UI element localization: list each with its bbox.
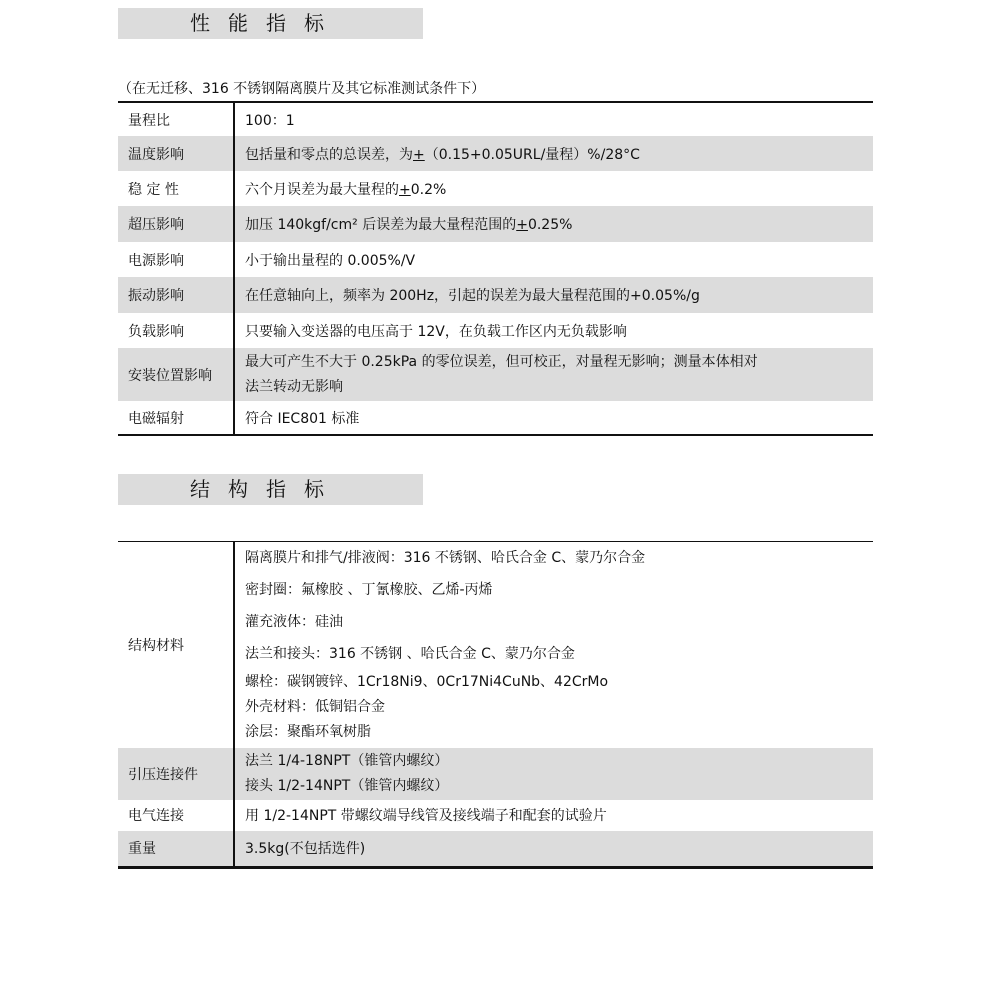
list-item: 接头 1/2-14NPT（锥管内螺纹） <box>245 777 449 794</box>
list-item: 密封圈：氟橡胶 、丁氰橡胶、乙烯-丙烯 <box>245 582 493 598</box>
row-value: 包括量和零点的总误差，为+（0.15+0.05URL/量程）%/28°C <box>234 136 873 171</box>
table-row <box>118 242 873 277</box>
row-value: 加压 140kgf/cm² 后误差为最大量程范围的+0.25% <box>234 206 873 242</box>
list-item: 灌充液体：硅油 <box>245 614 343 630</box>
table-row <box>118 831 873 868</box>
table-row <box>118 542 873 748</box>
table-row <box>118 348 873 401</box>
row-label: 负载影响 <box>118 313 234 348</box>
row-label: 电气连接 <box>118 800 234 831</box>
row-label: 引压连接件 <box>118 748 234 800</box>
performance-table <box>118 101 873 436</box>
list-item: 外壳材料：低铜铝合金 <box>245 699 385 715</box>
materials-list <box>234 542 873 748</box>
row-value: 六个月误差为最大量程的+0.2% <box>245 181 447 198</box>
table-row <box>118 102 873 136</box>
row-label: 电源影响 <box>118 242 234 277</box>
table-row <box>118 206 873 242</box>
row-value: 最大可产生不大于 0.25kPa 的零位误差，但可校正，对量程无影响；测量本体相对 法兰转动无影响 <box>234 348 873 401</box>
list-item: 螺栓：碳钢镀锌、1Cr18Ni9、0Cr17Ni4CuNb、42CrMo <box>245 674 609 690</box>
performance-section-title: 性能指标 <box>118 8 423 39</box>
list-item: 隔离膜片和排气/排液阀：316 不锈钢、哈氏合金 C、蒙乃尔合金 <box>245 550 646 566</box>
table-row <box>118 136 873 171</box>
row-label: 稳 定 性 <box>118 171 234 206</box>
list-item: 涂层：聚酯环氧树脂 <box>245 724 371 740</box>
row-value: 小于输出量程的 0.005%/V <box>245 252 416 269</box>
row-label: 结构材料 <box>118 542 234 748</box>
row-label: 电磁辐射 <box>118 401 234 435</box>
row-label: 振动影响 <box>118 277 234 313</box>
row-value: 符合 IEC801 标准 <box>245 410 360 427</box>
row-label: 温度影响 <box>118 136 234 171</box>
row-value: 3.5kg(不包括选件) <box>234 831 873 868</box>
table-row <box>118 313 873 348</box>
row-value: 100：1 <box>245 112 295 129</box>
table-row <box>118 748 873 800</box>
row-value: 用 1/2-14NPT 带螺纹端导线管及接线端子和配套的试验片 <box>245 808 607 824</box>
list-item: 法兰和接头：316 不锈钢 、哈氏合金 C、蒙乃尔合金 <box>245 646 575 662</box>
table-row <box>118 277 873 313</box>
row-label: 重量 <box>118 831 234 868</box>
row-label: 超压影响 <box>118 206 234 242</box>
list-item: 法兰 1/4-18NPT（锥管内螺纹） <box>245 752 449 769</box>
row-label: 量程比 <box>118 102 234 136</box>
row-value: 只要输入变送器的电压高于 12V，在负载工作区内无负载影响 <box>245 323 627 340</box>
row-value <box>234 748 873 800</box>
structure-table <box>118 541 873 869</box>
table-row <box>118 800 873 831</box>
test-conditions-note: （在无迁移、316 不锈钢隔离膜片及其它标准测试条件下） <box>118 81 486 97</box>
row-label: 安装位置影响 <box>118 348 234 401</box>
structure-section-title: 结构指标 <box>118 474 423 505</box>
row-value: 在任意轴向上，频率为 200Hz，引起的误差为最大量程范围的+0.05%/g <box>234 277 873 313</box>
table-row <box>118 171 873 206</box>
table-row <box>118 401 873 435</box>
